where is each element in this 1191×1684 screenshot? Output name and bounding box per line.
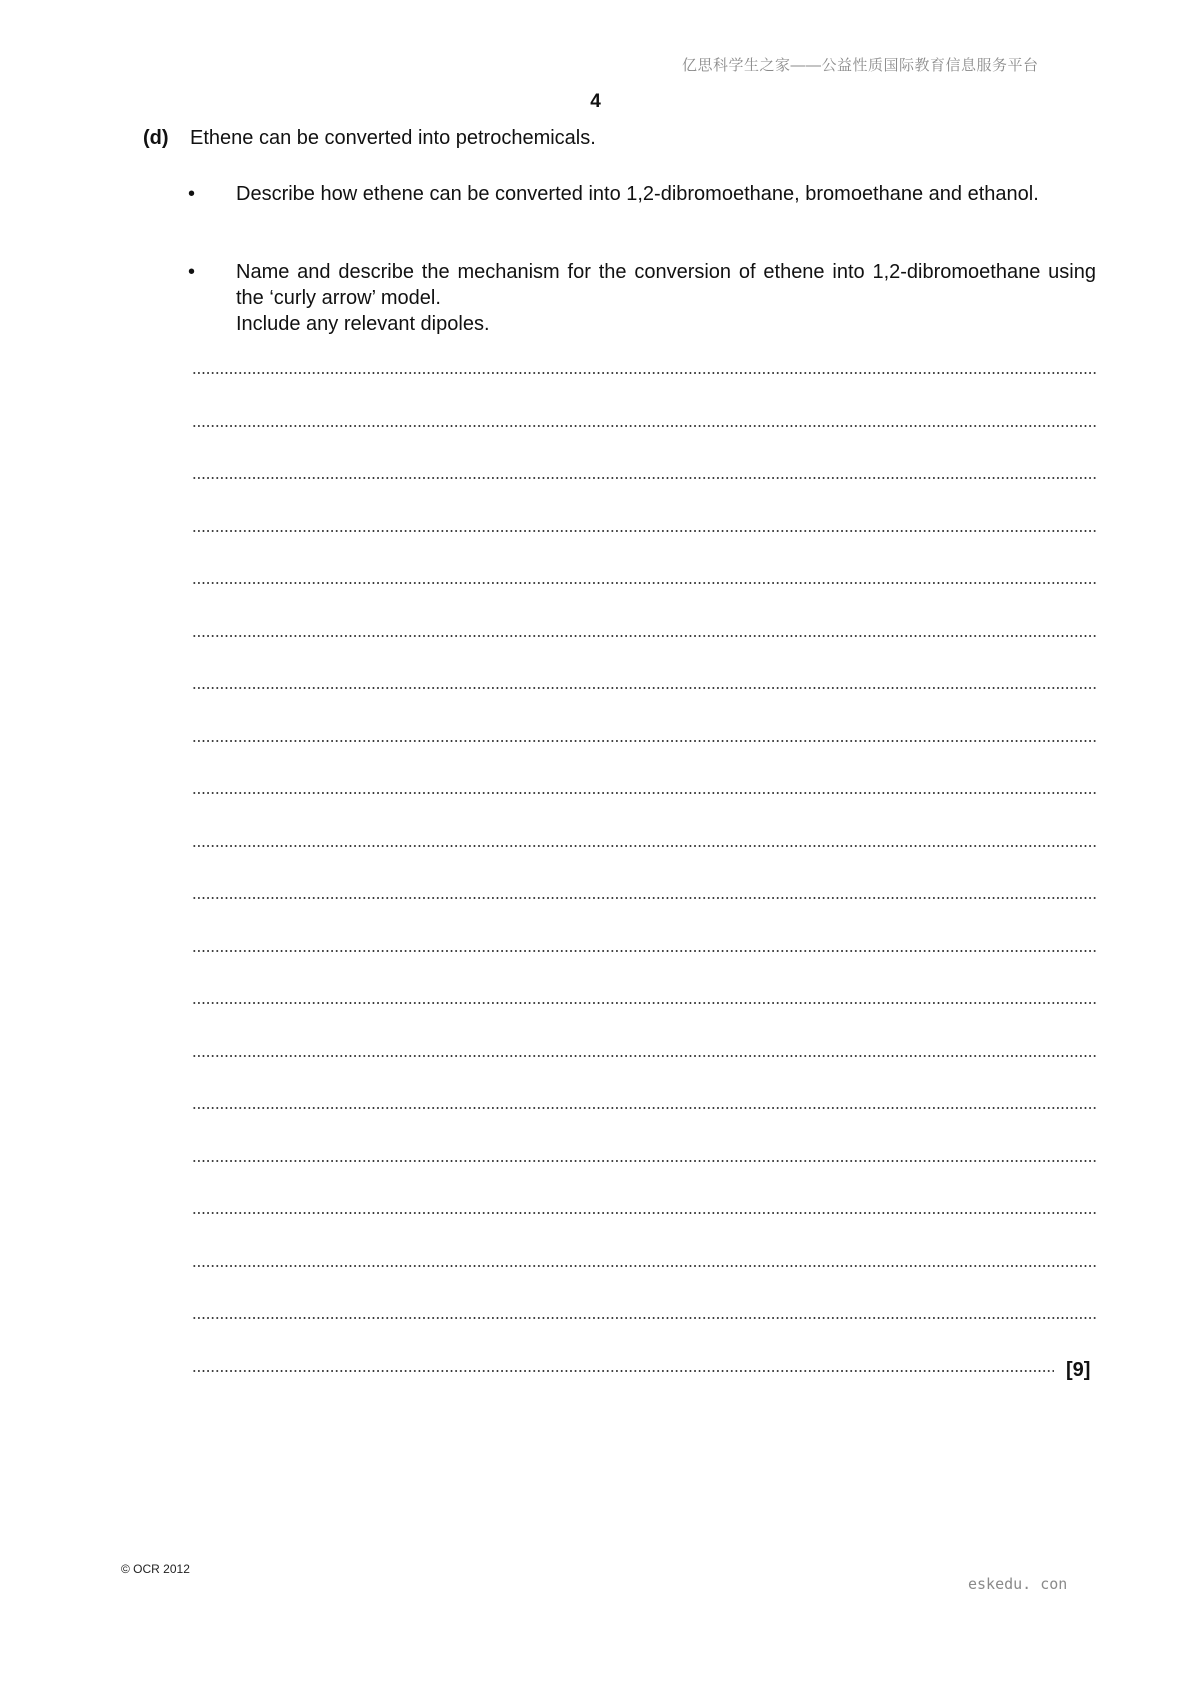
site-watermark: eskedu. con xyxy=(968,1575,1068,1593)
answer-line[interactable] xyxy=(192,845,1096,847)
answer-line[interactable] xyxy=(192,1055,1096,1057)
answer-line[interactable] xyxy=(192,582,1096,584)
answer-line[interactable] xyxy=(192,897,1096,899)
answer-line[interactable] xyxy=(192,530,1096,532)
bullet-text: Name and describe the mechanism for the conversion of ethene into 1,2-dibromoethane using the ‘curly arrow’ model. xyxy=(236,261,1096,309)
bullet-icon: • xyxy=(188,261,196,283)
question-label: (d) xyxy=(143,127,169,149)
question-text: Ethene can be converted into petrochemicals. xyxy=(190,127,596,149)
marks-label: [9] xyxy=(1066,1359,1091,1381)
answer-line[interactable] xyxy=(192,1002,1096,1004)
page-number: 4 xyxy=(590,91,601,112)
answer-line[interactable] xyxy=(192,1265,1096,1267)
answer-line[interactable] xyxy=(192,1317,1096,1319)
answer-line[interactable] xyxy=(192,950,1096,952)
answer-line[interactable] xyxy=(192,425,1096,427)
answer-line[interactable] xyxy=(192,1160,1096,1162)
answer-line[interactable] xyxy=(192,1107,1096,1109)
answer-line[interactable] xyxy=(192,740,1096,742)
bullet-text: Describe how ethene can be converted into 1,2-dibromoethane, bromoethane and ethanol. xyxy=(236,183,1039,205)
copyright: © OCR 2012 xyxy=(121,1562,190,1576)
bullet-icon: • xyxy=(188,183,196,205)
watermark-header: 亿思科学生之家——公益性质国际教育信息服务平台 xyxy=(682,57,1039,74)
answer-line[interactable] xyxy=(192,635,1096,637)
bullet-text: Include any relevant dipoles. xyxy=(236,313,490,335)
answer-line[interactable] xyxy=(192,1370,1054,1372)
answer-line[interactable] xyxy=(192,792,1096,794)
answer-line[interactable] xyxy=(192,687,1096,689)
answer-line[interactable] xyxy=(192,372,1096,374)
bullet-text-block xyxy=(236,259,1096,337)
question-stem xyxy=(143,127,596,150)
answer-line[interactable] xyxy=(192,477,1096,479)
answer-line[interactable] xyxy=(192,1212,1096,1214)
